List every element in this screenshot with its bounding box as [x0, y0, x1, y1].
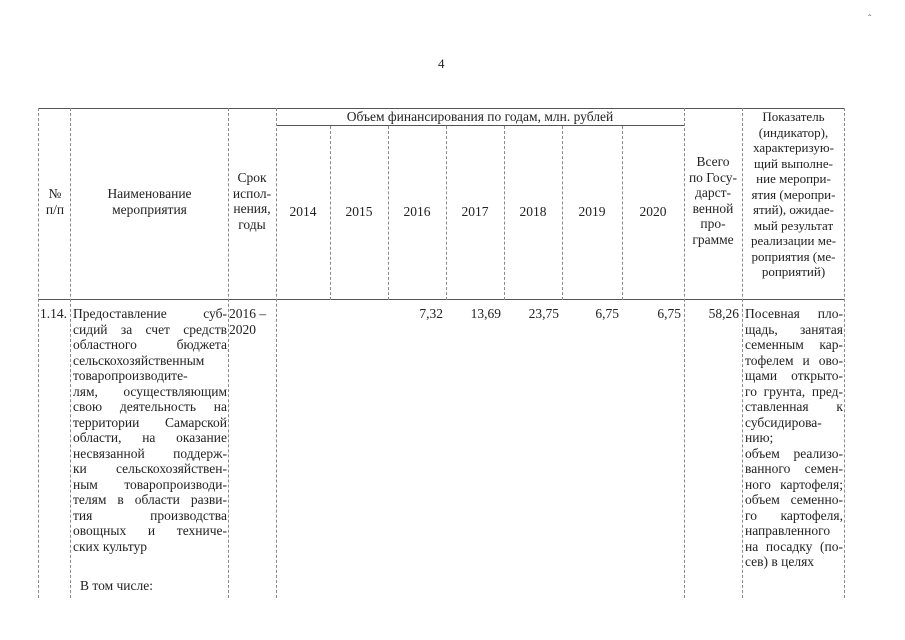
header-funding-title: Объем финансирования по годам, млн. рублей — [346, 109, 614, 124]
header-year-2017: 2017 — [461, 204, 489, 219]
sub-label: В том числе: — [80, 578, 153, 593]
row-term: 2016 – 2020 — [229, 306, 267, 337]
header-num: № п/п — [45, 186, 65, 217]
col-border — [276, 108, 277, 598]
header-year-2015: 2015 — [345, 204, 373, 219]
row-value-2016: 7,32 — [419, 306, 443, 321]
header-indicator: Показатель (индикатор), характеризую- щий выполне- ние меропри- ятия (меропри- ятий), ожидае- мый результат реализации ме- роприятия (ме- роприятий) — [750, 109, 837, 279]
col-border — [70, 108, 71, 598]
header-year-2020: 2020 — [639, 204, 667, 219]
header-year-2018: 2018 — [519, 204, 547, 219]
row-total: 58,26 — [708, 306, 739, 321]
col-border — [38, 108, 39, 598]
row-name: Предоставление суб- сидий за счет средств областного бюджета сельскохозяйственным товаропроизводите- лям, осуществляющим свою деятельность на территории Самарской области, на оказание несвязанной поддерж- ки сельскохозяйствен- ным товаропроизводи- телям в области разви- тия производства овощных и техниче- ских культур — [73, 306, 227, 554]
header-total: Всего по Госу- дарст- венной про- грамме — [688, 154, 738, 247]
corner-mark: ˆ — [868, 14, 872, 25]
row-value-2020: 6,75 — [657, 306, 681, 321]
header-year-2014: 2014 — [289, 204, 317, 219]
row-indicator: Посевная пло- щадь, занятая семенным кар- тофелем и ово- щами открыто- го грунта, пред- ставленная к субсидирова- нию; объем реализо- ванного семен- ного картофеля; объем семенно- го картофеля, направленного на посадку (по- сев) в целях — [745, 306, 843, 569]
page-number: 4 — [438, 56, 445, 71]
header-year-2016: 2016 — [403, 204, 431, 219]
col-border — [844, 108, 845, 598]
row-num: 1.14. — [40, 306, 67, 321]
row-value-2018: 23,75 — [528, 306, 559, 321]
header-term: Срок испол- нения, годы — [232, 170, 272, 232]
header-name: Наименование мероприятия — [107, 186, 192, 217]
header-bottom-border — [38, 299, 844, 300]
header-year-2019: 2019 — [578, 204, 606, 219]
row-value-2019: 6,75 — [595, 306, 619, 321]
row-value-2017: 13,69 — [470, 306, 501, 321]
